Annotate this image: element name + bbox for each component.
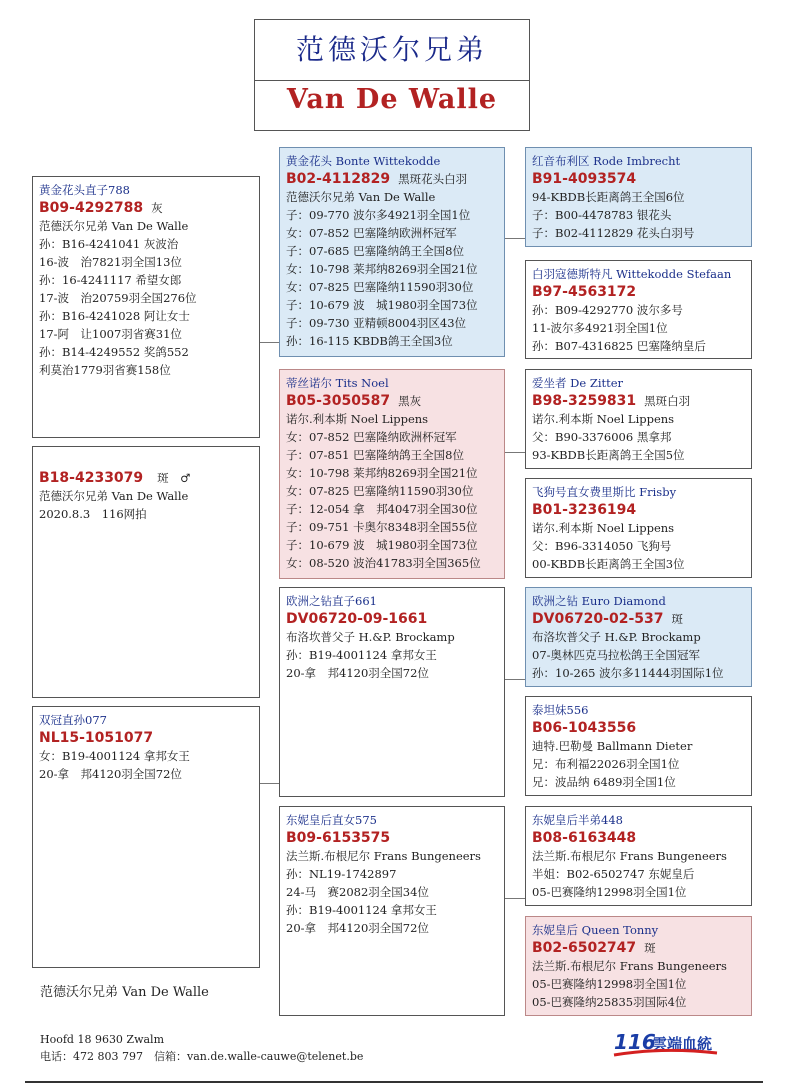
title-box bbox=[254, 19, 530, 131]
card-line: 女：10-798 莱邦纳8269羽全国21位 bbox=[286, 262, 478, 276]
card-line: 子：10-679 波 城1980羽全国73位 bbox=[286, 298, 478, 312]
great-grandparent-card bbox=[525, 696, 752, 796]
card-line: 诺尔.利本斯 Noel Lippens bbox=[286, 412, 429, 426]
card-line: 女：08-520 波治41783羽全国365位 bbox=[286, 556, 481, 570]
card-line: 子：09-770 波尔多4921羽全国1位 bbox=[286, 208, 471, 222]
card-line: 孙：B19-4001124 拿邦女王 bbox=[286, 648, 437, 662]
brand-logo bbox=[612, 1027, 722, 1063]
connector-line bbox=[505, 238, 525, 239]
card-header: 欧洲之钻 Euro Diamond bbox=[532, 594, 666, 608]
card-line: 11-波尔多4921羽全国1位 bbox=[532, 321, 668, 335]
logo-number: 116 bbox=[614, 1030, 656, 1054]
ring-number: B98-3259831 bbox=[532, 393, 637, 409]
ring-number: B08-6163448 bbox=[532, 830, 637, 846]
title-chinese: 范德沃尔兄弟 bbox=[295, 33, 488, 66]
great-grandparent-card bbox=[525, 478, 752, 578]
footer-contact: 电话：472 803 797 信箱：van.de.walle-cauwe@telenet.be bbox=[40, 1050, 364, 1063]
subject-line: 范德沃尔兄弟 Van De Walle bbox=[39, 489, 189, 503]
sire-card bbox=[32, 176, 260, 438]
card-line: 孙：10-265 波尔多11444羽国际1位 bbox=[532, 666, 724, 680]
card-header: 泰坦妹556 bbox=[532, 703, 589, 717]
card-line: 父：B96-3314050 飞狗号 bbox=[532, 539, 672, 553]
footer-address: Hoofd 18 9630 Zwalm bbox=[40, 1033, 164, 1046]
dam-line: 20-拿 邦4120羽全国72位 bbox=[39, 767, 182, 781]
granddam-maternal-card bbox=[279, 806, 505, 1016]
color-label: 黑灰 bbox=[398, 394, 422, 408]
card-header: 东妮皇后 Queen Tonny bbox=[532, 923, 659, 937]
card-line: 孙：B19-4001124 拿邦女王 bbox=[286, 903, 437, 917]
card-line: 女：07-852 巴塞隆纳欧洲杯冠军 bbox=[286, 430, 457, 444]
grandsire-maternal-card bbox=[279, 587, 505, 797]
card-line: 子：B02-4112829 花头白羽号 bbox=[532, 226, 695, 240]
card-header: 飞狗号直女费里斯比 Frisby bbox=[532, 485, 677, 499]
sire-line: 16-波 治7821羽全国13位 bbox=[39, 255, 182, 269]
card-header: 爱坐者 De Zitter bbox=[532, 376, 624, 390]
sire-line: 孙：B16-4241041 灰波治 bbox=[39, 237, 179, 251]
card-header: 白羽寇德斯特凡 Wittekodde Stefaan bbox=[532, 267, 732, 281]
ring-number: B05-3050587 bbox=[286, 393, 391, 409]
card-line: 94-KBDB长距离鸽王全国6位 bbox=[532, 190, 685, 204]
card-line: 孙：NL19-1742897 bbox=[286, 867, 397, 881]
card-line: 法兰斯.布根尼尔 Frans Bungeneers bbox=[532, 959, 727, 973]
card-line: 子：B00-4478783 银花头 bbox=[532, 208, 672, 222]
card-line: 兄：布利福22026羽全国1位 bbox=[532, 757, 680, 771]
card-line: 20-拿 邦4120羽全国72位 bbox=[286, 666, 429, 680]
grandsire-paternal-card bbox=[279, 147, 505, 357]
subject-line: 2020.8.3 116网拍 bbox=[39, 507, 147, 521]
ring-number: B01-3236194 bbox=[532, 502, 637, 518]
subject-card bbox=[32, 446, 260, 698]
card-line: 女：07-825 巴塞隆纳11590羽30位 bbox=[286, 484, 474, 498]
great-grandparent-card bbox=[525, 147, 752, 247]
ring-number: B91-4093574 bbox=[532, 171, 637, 187]
ring-number: B02-6502747 bbox=[532, 940, 637, 956]
card-line: 孙：B07-4316825 巴塞隆纳皇后 bbox=[532, 339, 706, 353]
dam-line: 女：B19-4001124 拿邦女王 bbox=[39, 749, 190, 763]
ring-number: B06-1043556 bbox=[532, 720, 637, 736]
sire-line: 孙：B14-4249552 奖鸽552 bbox=[39, 345, 189, 359]
card-line: 93-KBDB长距离鸽王全国5位 bbox=[532, 448, 685, 462]
card-line: 父：B90-3376006 黑拿邦 bbox=[532, 430, 672, 444]
ring-number: DV06720-02-537 bbox=[532, 611, 664, 627]
breeder-signature: 范德沃尔兄弟 Van De Walle bbox=[40, 985, 209, 1000]
subject-ring: B18-4233079 bbox=[39, 470, 144, 486]
bottom-rule bbox=[25, 1081, 763, 1083]
card-line: 范德沃尔兄弟 Van De Walle bbox=[286, 190, 436, 204]
card-line: 法兰斯.布根尼尔 Frans Bungeneers bbox=[532, 849, 727, 863]
card-line: 05-巴赛隆纳12998羽全国1位 bbox=[532, 977, 687, 991]
color-label: 黑斑花头白羽 bbox=[398, 172, 468, 186]
card-line: 05-巴赛隆纳12998羽全国1位 bbox=[532, 885, 687, 899]
sire-color: 灰 bbox=[151, 201, 163, 215]
card-line: 诺尔.利本斯 Noel Lippens bbox=[532, 412, 675, 426]
dam-card bbox=[32, 706, 260, 968]
connector-line bbox=[505, 898, 525, 899]
dam-ring: NL15-1051077 bbox=[39, 730, 154, 746]
card-line: 子：12-054 拿 邦4047羽全国30位 bbox=[286, 502, 478, 516]
card-line: 法兰斯.布根尼尔 Frans Bungeneers bbox=[286, 849, 481, 863]
ring-number: B97-4563172 bbox=[532, 284, 637, 300]
card-header: 黄金花头 Bonte Wittekodde bbox=[286, 154, 441, 168]
color-label: 黑斑白羽 bbox=[644, 394, 691, 408]
card-line: 迪特.巴勒曼 Ballmann Dieter bbox=[532, 739, 693, 753]
sire-header: 黄金花头直子788 bbox=[39, 183, 130, 197]
card-line: 子：07-685 巴塞隆纳鸽王全国8位 bbox=[286, 244, 464, 258]
card-line: 女：07-825 巴塞隆纳11590羽30位 bbox=[286, 280, 474, 294]
card-line: 女：07-852 巴塞隆纳欧洲杯冠军 bbox=[286, 226, 457, 240]
sire-line: 孙：16-4241117 希望女郎 bbox=[39, 273, 182, 287]
sire-ring: B09-4292788 bbox=[39, 200, 144, 216]
card-line: 孙：16-115 KBDB鸽王全国3位 bbox=[286, 334, 453, 348]
card-header: 东妮皇后半弟448 bbox=[532, 813, 623, 827]
connector-line bbox=[505, 679, 525, 680]
card-line: 子：07-851 巴塞隆纳鸽王全国8位 bbox=[286, 448, 464, 462]
great-grandparent-card bbox=[525, 260, 752, 359]
card-line: 兄：波品纳 6489羽全国1位 bbox=[532, 775, 676, 789]
card-header: 欧洲之钻直子661 bbox=[286, 594, 377, 608]
great-grandparent-card bbox=[525, 369, 752, 469]
connector-line bbox=[260, 783, 279, 784]
card-line: 半姐：B02-6502747 东妮皇后 bbox=[532, 867, 695, 881]
color-label: 斑 bbox=[671, 612, 683, 626]
card-line: 24-马 赛2082羽全国34位 bbox=[286, 885, 429, 899]
granddam-paternal-card bbox=[279, 369, 505, 579]
ring-number: B09-6153575 bbox=[286, 830, 391, 846]
great-grandparent-card bbox=[525, 916, 752, 1016]
card-line: 诺尔.利本斯 Noel Lippens bbox=[532, 521, 675, 535]
ring-number: B02-4112829 bbox=[286, 171, 391, 187]
great-grandparent-card bbox=[525, 587, 752, 687]
sire-line: 17-波 治20759羽全国276位 bbox=[39, 291, 197, 305]
sire-line: 孙：B16-4241028 阿让女士 bbox=[39, 309, 190, 323]
great-grandparent-card bbox=[525, 806, 752, 906]
card-line: 子：09-730 亚精顿8004羽区43位 bbox=[286, 316, 467, 330]
card-line: 20-拿 邦4120羽全国72位 bbox=[286, 921, 429, 935]
connector-line bbox=[505, 452, 525, 453]
card-line: 女：10-798 莱邦纳8269羽全国21位 bbox=[286, 466, 478, 480]
card-line: 子：09-751 卡奥尔8348羽全国55位 bbox=[286, 520, 478, 534]
sire-line: 17-阿 让1007羽省赛31位 bbox=[39, 327, 182, 341]
logo-text: 雲端血統 bbox=[652, 1035, 713, 1053]
card-header: 红音布利区 Rode Imbrecht bbox=[532, 154, 681, 168]
card-header: 蒂丝诺尔 Tits Noel bbox=[286, 376, 389, 390]
card-header: 东妮皇后直女575 bbox=[286, 813, 377, 827]
sire-line: 利莫治1779羽省赛158位 bbox=[39, 363, 171, 377]
title-english: Van De Walle bbox=[286, 84, 498, 115]
card-line: 布洛坎普父子 H.&P. Brockamp bbox=[532, 630, 701, 644]
card-line: 05-巴赛隆纳25835羽国际4位 bbox=[532, 995, 687, 1009]
title-divider bbox=[255, 80, 529, 81]
connector-line bbox=[260, 342, 279, 343]
sire-line: 范德沃尔兄弟 Van De Walle bbox=[39, 219, 189, 233]
dam-header: 双冠直孙077 bbox=[39, 713, 107, 727]
card-line: 07-奥林匹克马拉松鸽王全国冠军 bbox=[532, 648, 701, 662]
card-line: 布洛坎普父子 H.&P. Brockamp bbox=[286, 630, 455, 644]
ring-number: DV06720-09-1661 bbox=[286, 611, 428, 627]
card-line: 00-KBDB长距离鸽王全国3位 bbox=[532, 557, 685, 571]
subject-sex: 斑 ♂ bbox=[157, 471, 191, 485]
card-line: 孙：B09-4292770 波尔多号 bbox=[532, 303, 683, 317]
card-line: 子：10-679 波 城1980羽全国73位 bbox=[286, 538, 478, 552]
color-label: 斑 bbox=[644, 941, 656, 955]
